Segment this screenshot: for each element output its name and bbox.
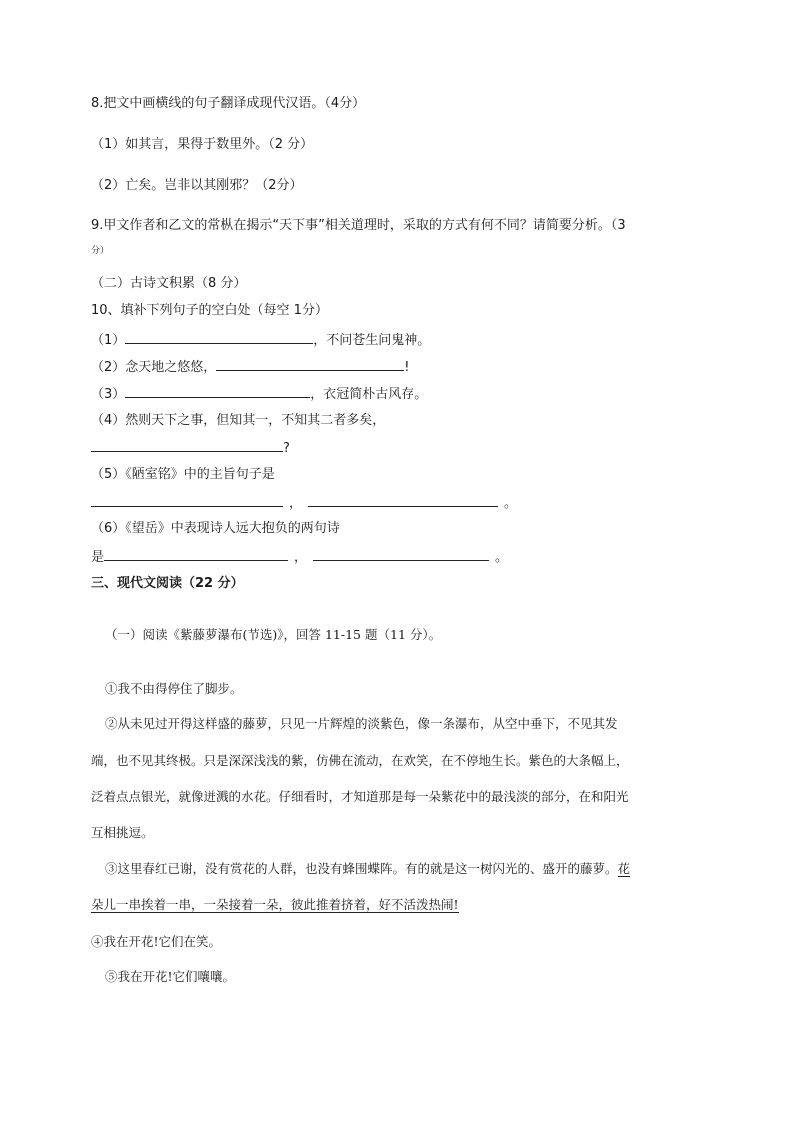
paragraph-3-text: ③这里春红已谢，没有赏花的人群，也没有蜂围蝶阵。有的就是这一树闪光的、盛开的藤萝。	[105, 861, 618, 876]
paragraph-3-line-1	[105, 861, 630, 877]
paragraph-2-line-1: ②从未见过开得这样盛的藤萝，只见一片辉煌的淡紫色，像一条瀑布，从空中垂下，不见其发	[105, 716, 618, 731]
item-2-text: （2）念天地之悠悠，	[91, 360, 217, 375]
answer-blank[interactable]	[313, 548, 489, 561]
q8-sentence-2: （2）亡矣。岂非以其刚邪？（2分）	[91, 178, 303, 193]
answer-blank[interactable]	[216, 358, 404, 371]
paragraph-1: ①我不由得停住了脚步。	[105, 681, 243, 696]
item-3-number: （3）	[91, 387, 126, 402]
answer-blank[interactable]	[91, 439, 283, 452]
q9-stem-cont: 分）	[91, 246, 110, 256]
q8-sentence-1: （1）如其言，果得于数里外。（2 分）	[91, 137, 314, 152]
reading-intro: （一）阅读《紫藤萝瀑布(节选)》，回答 11-15 题（11 分）。	[105, 627, 442, 642]
section2-title: （二）古诗文积累（8 分）	[91, 276, 247, 291]
period: 。	[495, 550, 509, 565]
q10-item-6-answer	[91, 548, 508, 566]
item-3-text: ，衣冠简朴古风存。	[310, 387, 428, 402]
comma: ，	[289, 496, 303, 511]
comma: ，	[294, 550, 308, 565]
answer-blank[interactable]	[125, 385, 310, 398]
period: 。	[504, 496, 518, 511]
q8-stem: 8.把文中画横线的句子翻译成现代汉语。（4分）	[91, 96, 366, 111]
paragraph-2-line-3: 泛着点点银光，就像迸溅的水花。仔细看时，才知道那是每一朵紫花中的最浅淡的部分，在和阳光	[91, 789, 629, 804]
answer-blank[interactable]	[104, 548, 288, 561]
section3-title: 三、现代文阅读（22 分）	[91, 576, 244, 591]
q10-item-2	[91, 358, 410, 376]
q10-item-6: （6）《望岳》中表现诗人远大抱负的两句诗	[91, 521, 340, 536]
q9-stem: 9.甲文作者和乙文的常枞在揭示“天下事”相关道理时，采取的方式有何不同？请简要分析。（3	[91, 218, 626, 233]
q10-item-5-answer	[91, 494, 517, 512]
paragraph-5: ⑤我在开花!它们嚷嚷。	[105, 969, 236, 984]
paragraph-2-line-4: 互相挑逗。	[91, 825, 154, 840]
q10-item-4-answer	[91, 439, 290, 457]
item-4-end: ?	[283, 441, 290, 456]
q10-stem: 10、填补下列句子的空白处（每空 1分）	[91, 303, 328, 318]
item-1-number: （1）	[91, 333, 126, 348]
paragraph-2-line-2: 端，也不见其终极。只是深深浅浅的紫，仿佛在流动，在欢笑，在不停地生长。紫色的大条幅上，	[91, 753, 629, 768]
item-6-prefix: 是	[91, 550, 105, 565]
item-2-end: !	[404, 360, 410, 375]
item-1-text: ，不问苍生问鬼神。	[313, 333, 431, 348]
underlined-sentence: 朵儿一串挨着一串，一朵接着一朵，彼此推着挤着，好不活泼热闹!	[91, 897, 459, 912]
answer-blank[interactable]	[125, 331, 313, 344]
q10-item-4: （4）然则天下之事，但知其一，不知其二者多矣，	[91, 413, 386, 428]
underlined-sentence-start: 花	[617, 861, 631, 876]
paragraph-4: ④我在开花!它们在笑。	[91, 934, 222, 949]
paragraph-3-line-2	[91, 897, 459, 913]
answer-blank[interactable]	[91, 494, 283, 507]
answer-blank[interactable]	[308, 494, 498, 507]
q10-item-5: （5）《陋室铭》中的主旨句子是	[91, 467, 275, 482]
q10-item-1	[91, 331, 430, 349]
q10-item-3	[91, 385, 427, 403]
